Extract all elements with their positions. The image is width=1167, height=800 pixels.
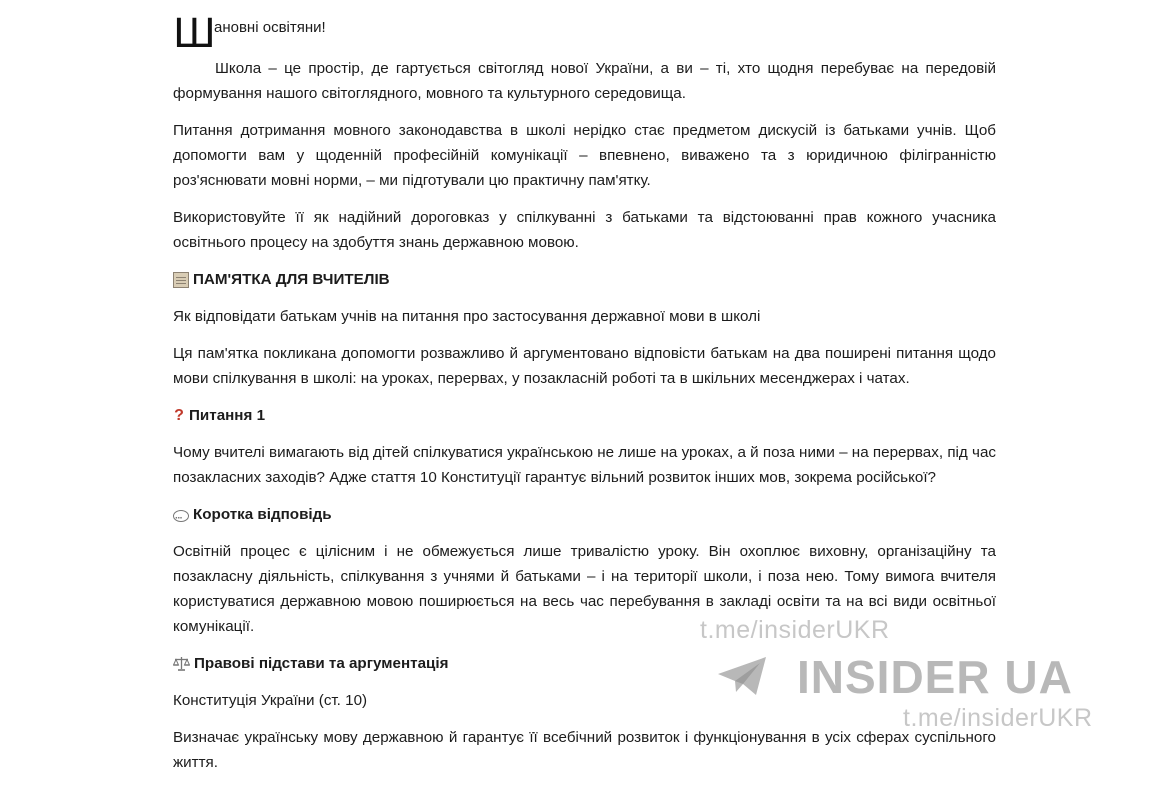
question-mark-icon: ? bbox=[174, 406, 184, 424]
intro-paragraph-2: Питання дотримання мовного законодавства в школі нерідко стає предметом дискусій із батьками учнів. Щоб допомогти вам у щоденній професійній комунікації – впевнено, виважено та з юридичною філігранністю роз'яснювати мовні норми, – ми підготували цю практичну пам'ятку. bbox=[173, 122, 996, 189]
greeting-text: ановні освітяни! bbox=[214, 19, 326, 36]
memo-title: ПАМ'ЯТКА ДЛЯ ВЧИТЕЛІВ bbox=[193, 271, 390, 288]
watermark-link-top: t.me/insiderUKR bbox=[700, 616, 890, 644]
question-title: Питання 1 bbox=[189, 407, 266, 424]
legal-text: Визначає українську мову державною й гарантує її всебічний розвиток і функціонування в усіх сферах суспільного життя. bbox=[173, 729, 996, 771]
intro-paragraph-1: Школа – це простір, де гартується світогляд нової України, а ви – ті, хто щодня перебуває на передовій формування нашого світоглядного, мовного та культурного середовища. bbox=[173, 60, 996, 102]
watermark-link-bottom: t.me/insiderUKR bbox=[903, 704, 1093, 732]
scales-icon bbox=[173, 656, 190, 672]
intro-paragraph-3: Використовуйте її як надійний дороговказ у спілкуванні з батьками та відстоюванні прав кожного учасника освітнього процесу на здобуття знань державною мовою. bbox=[173, 209, 996, 251]
short-answer-text: Освітній процес є цілісним і не обмежується лише тривалістю уроку. Він охоплює виховну, організаційну та позакласну діяльність, спілкування з учнями й батьками – і на території школи, і поза нею. Тому вимога вчителя користуватися державною мовою поширюється на весь час перебування в закладі освіти та на всі види освітньої комунікації. bbox=[173, 543, 996, 635]
notepad-icon bbox=[173, 272, 189, 288]
short-answer-title: Коротка відповідь bbox=[193, 506, 332, 523]
speech-bubble-icon bbox=[173, 510, 189, 522]
memo-description: Ця пам'ятка покликана допомогти розважливо й аргументовано відповісти батькам на два поширені питання щодо мови спілкування в школі: на уроках, перервах, у позакласній роботі та в шкільних месенджерах і чатах. bbox=[173, 345, 996, 387]
legal-title: Правові підстави та аргументація bbox=[194, 655, 449, 672]
dropcap-letter: Ш bbox=[173, 11, 216, 57]
memo-subtitle: Як відповідати батькам учнів на питання про застосування державної мови в школі bbox=[173, 308, 761, 325]
legal-source: Конституція України (ст. 10) bbox=[173, 692, 368, 709]
question-text: Чому вчителі вимагають від дітей спілкуватися українською не лише на уроках, а й поза ними – на перервах, під час позакласних заходів? Адже стаття 10 Конституції гарантує вільний розвиток інших мов, зокрема російської? bbox=[173, 444, 996, 486]
question-heading bbox=[173, 403, 996, 428]
watermark-brand: INSIDER UA bbox=[797, 651, 1073, 703]
greeting bbox=[173, 0, 996, 57]
short-answer-heading bbox=[173, 502, 996, 527]
memo-heading bbox=[173, 267, 996, 292]
telegram-plane-icon bbox=[716, 655, 768, 702]
